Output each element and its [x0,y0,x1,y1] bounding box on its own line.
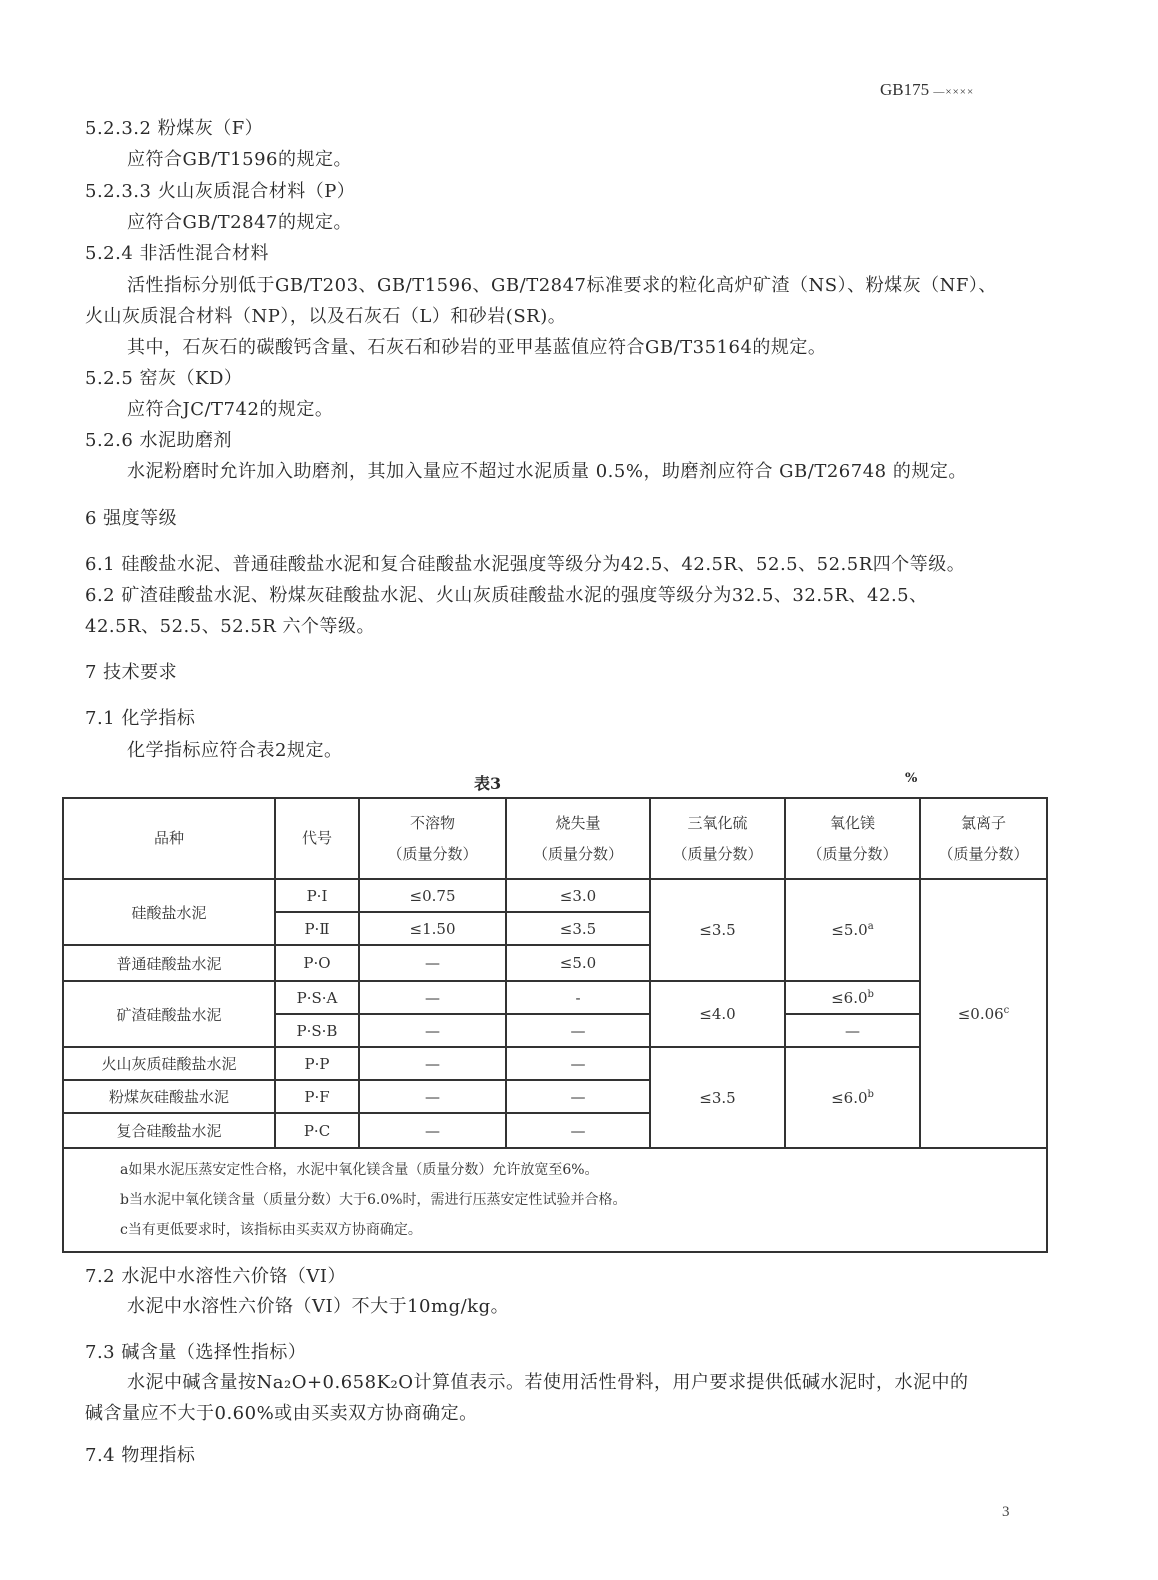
cell-code: P·S·B [275,1014,359,1047]
cell-code: P·O [275,945,359,981]
footnote-ref: b [867,1088,874,1100]
cell-insoluble: — [359,1080,506,1113]
paragraph: 其中，石灰石的碳酸钙含量、石灰石和砂岩的亚甲基蓝值应符合GB/T35164的规定。 [127,337,827,358]
cell-mgo [785,981,920,1014]
cell-code: P·C [275,1113,359,1148]
cell-loss: ≤3.5 [506,912,650,945]
cell-type: 火山灰质硅酸盐水泥 [63,1047,275,1080]
cell-mgo: — [785,1014,920,1047]
header-code: 代号 [275,798,359,879]
mgo-value: ≤6.0 [831,988,868,1007]
header-insoluble [359,798,506,879]
header-loss-on-ignition [506,798,650,879]
header-line: （质量分数） [807,844,898,863]
cell-mgo [785,1047,920,1148]
heading-6: 6 强度等级 [85,508,178,529]
cell-code: P·Ⅱ [275,912,359,945]
cell-loss: — [506,1080,650,1113]
cell-so3: ≤3.5 [650,1047,785,1148]
cell-insoluble: — [359,1047,506,1080]
paragraph: 应符合GB/T2847的规定。 [127,212,352,233]
header-line: 氧化镁 [829,813,875,832]
cell-loss: — [506,1014,650,1047]
paragraph-6-1: 6.1 硅酸盐水泥、普通硅酸盐水泥和复合硅酸盐水泥强度等级分为42.5、42.5R、52.5、52.5R四个等级。 [85,554,966,575]
footnote-ref: a [867,921,874,932]
footnote-ref: c [1003,1004,1010,1016]
chemical-indicators-table [62,797,1048,1253]
heading-7-3: 7.3 碱含量（选择性指标） [85,1342,307,1363]
header-variety: 品种 [63,798,275,879]
cell-so3: ≤3.5 [650,879,785,981]
paragraph-6-2: 6.2 矿渣硅酸盐水泥、粉煤灰硅酸盐水泥、火山灰质硅酸盐水泥的强度等级分为32.5、32.5R、42.5、 [85,585,928,606]
cell-so3: ≤4.0 [650,981,785,1047]
header-line: （质量分数） [532,844,623,863]
header-mgo [785,798,920,879]
heading-5-2-6: 5.2.6 水泥助磨剂 [85,430,233,451]
note-c: c当有更低要求时，该指标由买卖双方协商确定。 [120,1222,422,1238]
paragraph: 活性指标分别低于GB/T203、GB/T1596、GB/T2847标准要求的粒化高炉矿渣（NS）、粉煤灰（NF）、 [127,275,997,296]
header-line: （质量分数） [938,844,1029,863]
cell-insoluble: — [359,981,506,1014]
table-unit: % [905,771,918,786]
paragraph: 化学指标应符合表2规定。 [127,740,343,761]
cell-code: P·P [275,1047,359,1080]
header-line: （质量分数） [387,844,478,863]
heading-7-2: 7.2 水泥中水溶性六价铬（VI） [85,1266,346,1287]
paragraph-6-2-cont: 42.5R、52.5、52.5R 六个等级。 [85,616,376,637]
cell-loss: ≤3.0 [506,879,650,912]
cell-type: 复合硅酸盐水泥 [63,1113,275,1148]
note-b: b当水泥中氧化镁含量（质量分数）大于6.0%时，需进行压蒸安定性试验并合格。 [120,1192,627,1208]
doc-suffix: —×××× [933,86,975,98]
page-number: 3 [1002,1504,1010,1520]
paragraph: 碱含量应不大于0.60%或由买卖双方协商确定。 [85,1403,478,1424]
doc-code: GB175 [880,80,930,99]
cell-type: 普通硅酸盐水泥 [63,945,275,981]
table-header-row [63,798,1047,879]
header-so3 [650,798,785,879]
heading-7-4: 7.4 物理指标 [85,1445,196,1466]
cell-loss: — [506,1047,650,1080]
cell-insoluble: — [359,945,506,981]
paragraph: 水泥中水溶性六价铬（VI）不大于10mg/kg。 [127,1296,510,1317]
table-caption: 表3 [474,774,502,793]
chloride-value: ≤0.06 [957,1004,1004,1023]
footnote-ref: b [867,988,874,1000]
table-row [63,1047,1047,1080]
document-code-header [880,80,974,100]
paragraph: 水泥粉磨时允许加入助磨剂，其加入量应不超过水泥质量 0.5%，助磨剂应符合 GB/T26748 的规定。 [127,461,967,482]
heading-5-2-4: 5.2.4 非活性混合材料 [85,243,270,264]
paragraph: 水泥中碱含量按Na₂O+0.658K₂O计算值表示。若使用活性骨料，用户要求提供低碱水泥时，水泥中的 [127,1372,969,1393]
heading-7-1: 7.1 化学指标 [85,708,196,729]
cell-loss: ≤5.0 [506,945,650,981]
cell-mgo [785,879,920,981]
cell-type: 粉煤灰硅酸盐水泥 [63,1080,275,1113]
cell-code: P·I [275,879,359,912]
table-row [63,879,1047,912]
paragraph: 火山灰质混合材料（NP），以及石灰石（L）和砂岩(SR)。 [85,306,567,327]
heading-5-2-3-2: 5.2.3.2 粉煤灰（F） [85,118,264,139]
header-line: （质量分数） [672,844,763,863]
paragraph: 应符合GB/T1596的规定。 [127,149,352,170]
heading-5-2-3-3: 5.2.3.3 火山灰质混合材料（P） [85,181,356,202]
cell-insoluble: — [359,1113,506,1148]
cell-insoluble: ≤1.50 [359,912,506,945]
cell-insoluble: ≤0.75 [359,879,506,912]
cell-loss: - [506,981,650,1014]
paragraph: 应符合JC/T742的规定。 [127,399,334,420]
header-line: 烧失量 [555,813,601,832]
cell-chloride [920,879,1047,1148]
table-notes [63,1148,1047,1252]
table-notes-row [63,1148,1047,1252]
note-a: a如果水泥压蒸安定性合格，水泥中氧化镁含量（质量分数）允许放宽至6%。 [120,1162,599,1178]
mgo-value: ≤6.0 [831,1088,868,1107]
cell-type: 矿渣硅酸盐水泥 [63,981,275,1047]
heading-5-2-5: 5.2.5 窑灰（KD） [85,368,243,389]
mgo-value: ≤5.0 [831,921,868,939]
header-line: 不溶物 [409,813,455,832]
cell-type: 硅酸盐水泥 [63,879,275,945]
table-row [63,981,1047,1014]
cell-code: P·S·A [275,981,359,1014]
cell-loss: — [506,1113,650,1148]
header-line: 氯离子 [960,813,1006,832]
header-chloride [920,798,1047,879]
heading-7: 7 技术要求 [85,662,178,683]
cell-code: P·F [275,1080,359,1113]
header-line: 三氧化硫 [687,813,748,832]
cell-insoluble: — [359,1014,506,1047]
